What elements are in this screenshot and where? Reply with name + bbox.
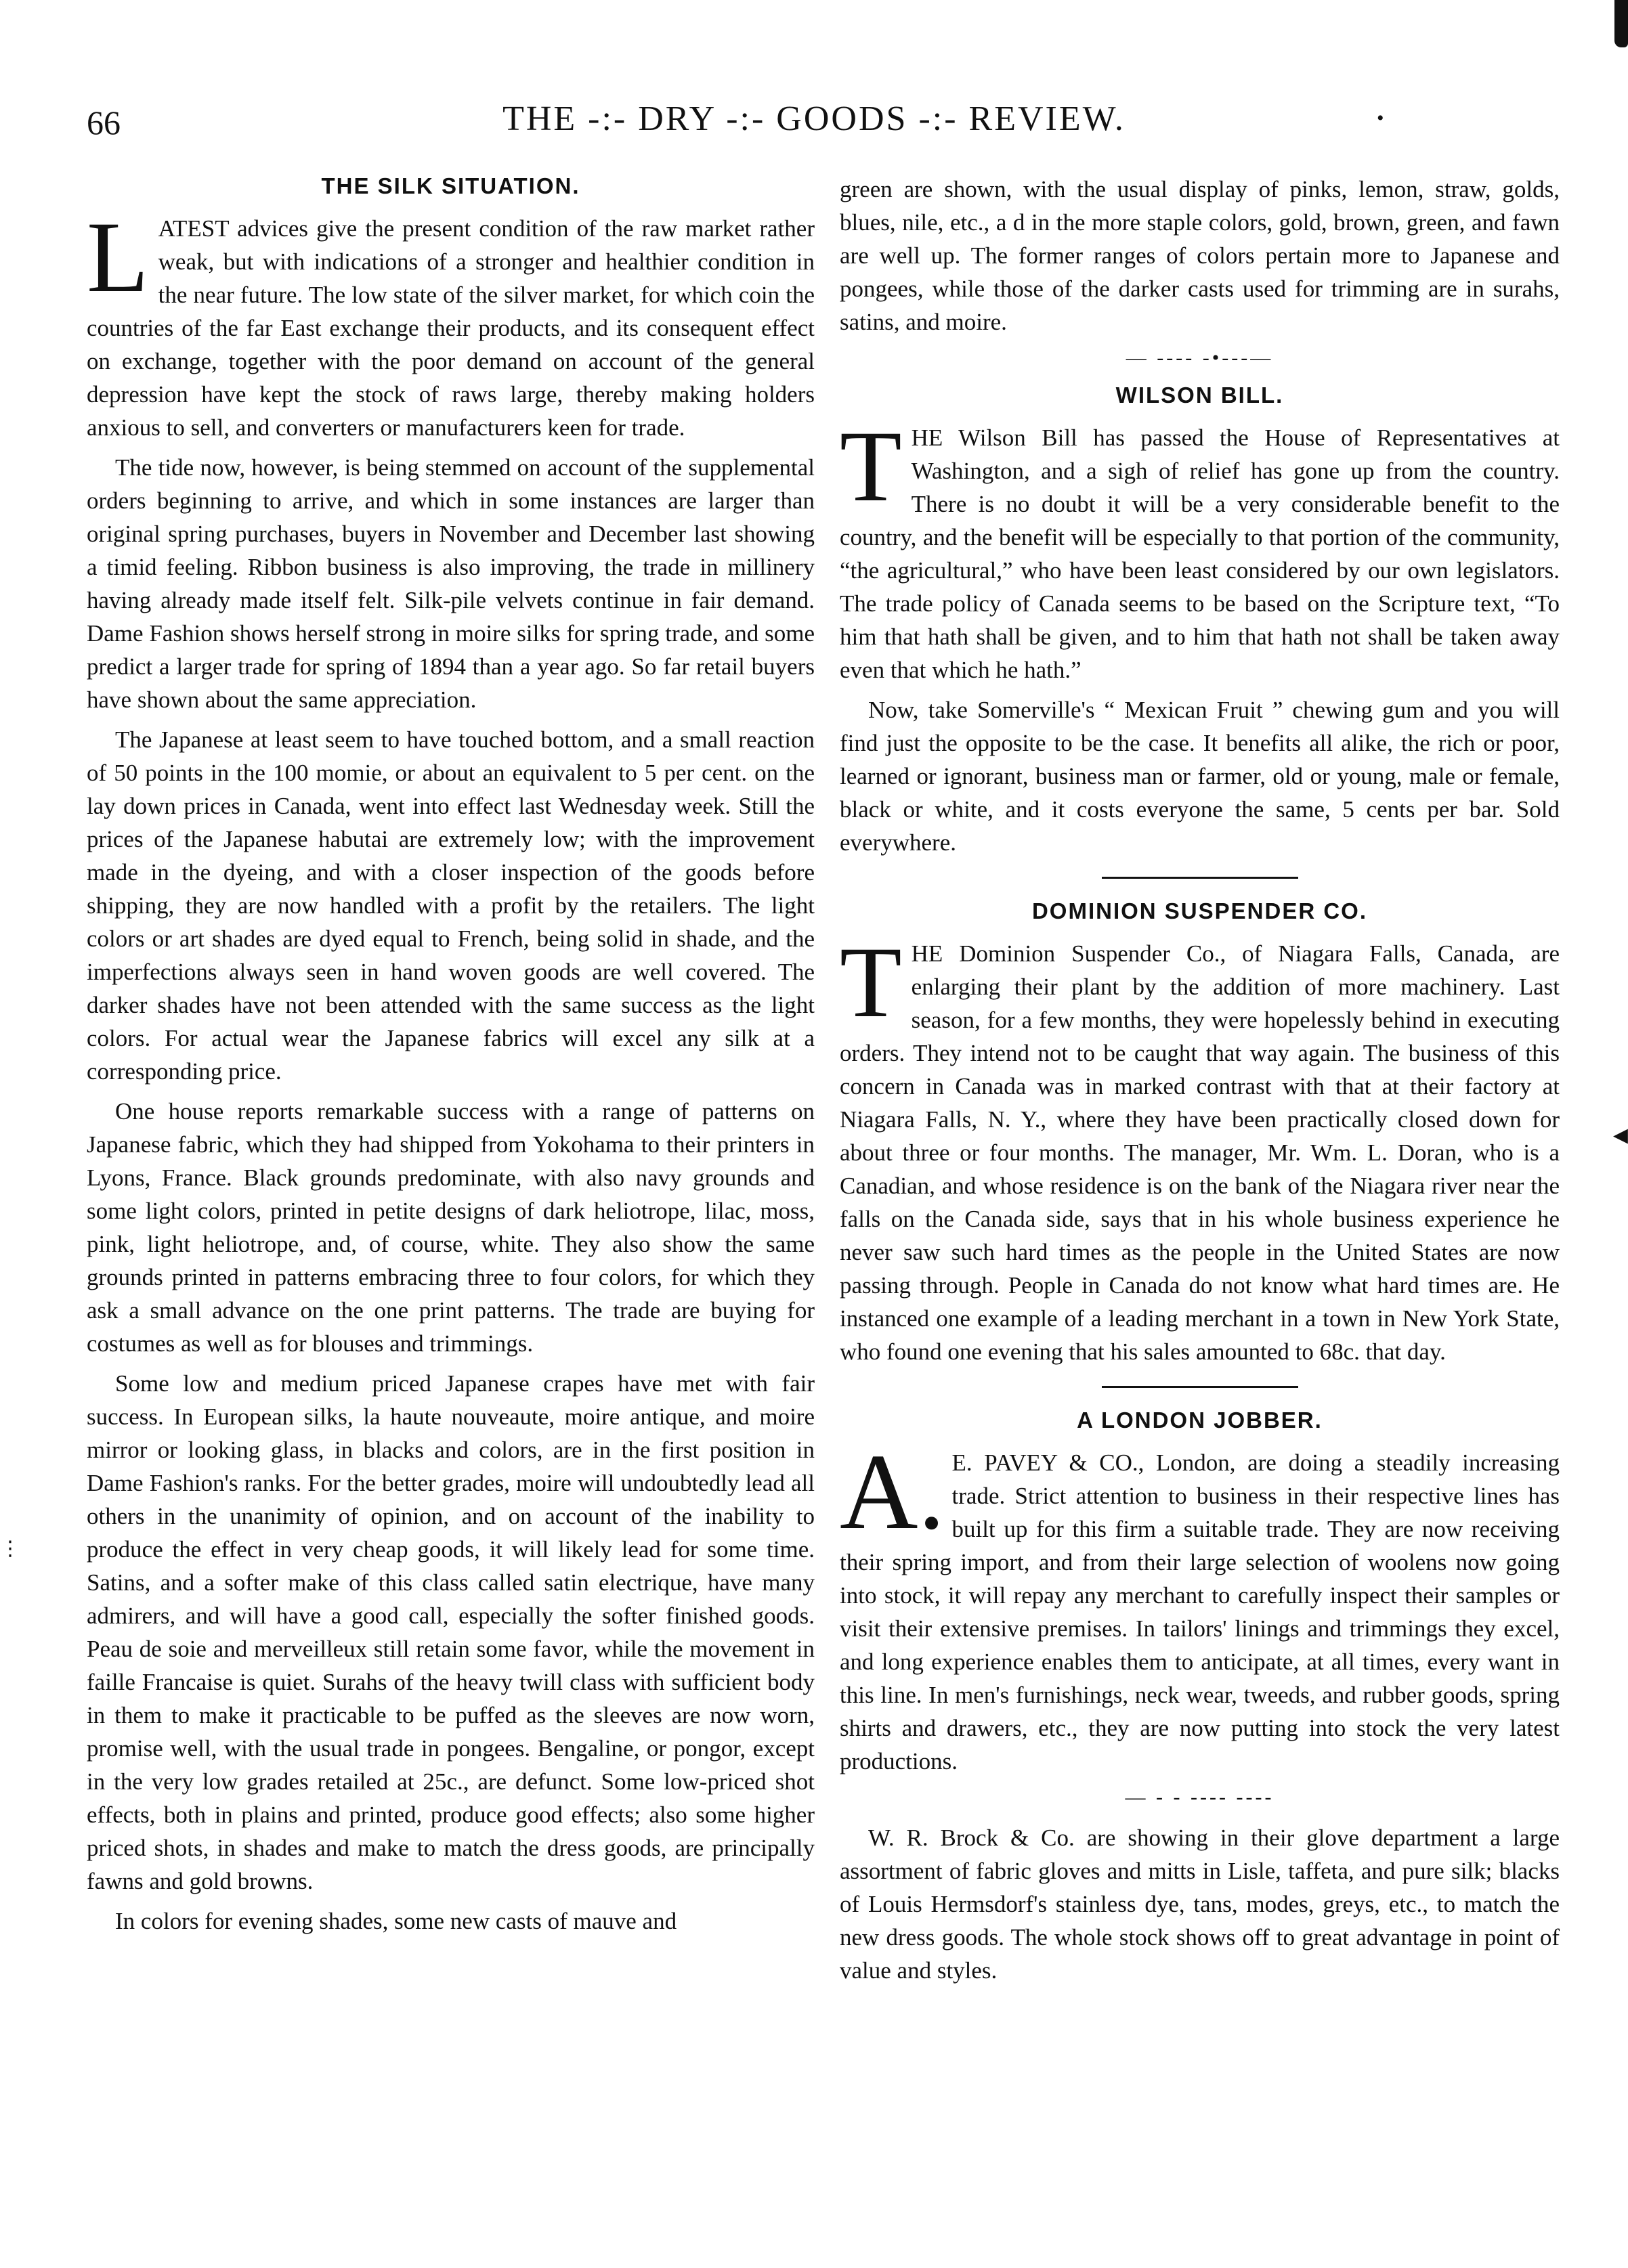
section-divider-rule <box>1102 877 1298 879</box>
section-divider-rule <box>1102 1386 1298 1388</box>
article-london-jobber <box>840 1407 1560 1778</box>
right-column <box>840 173 1560 1994</box>
drop-cap: T <box>840 410 902 523</box>
article-paragraph: One house reports remarkable success with a range of patterns on Japanese fabric, which they had shipped from Yokohama to their printers in Lyons, France. Black grounds predominate, with also navy grounds and some light colors, printed in petite designs of dark heliotrope, lilac, moss, pink, light heliotrope, and, of course, white. They also show the same grounds printed in patterns embracing three to four colors, for which they ask a small advance on the one print patterns. The trade are buying for costumes as well as for blouses and trimmings. <box>87 1098 815 1357</box>
article-paragraph: W. R. Brock & Co. are showing in their glove department a large assortment of fabric gloves and mitts in Lisle, taffeta, and pure silk; blacks of Louis Hermsdorf's stainless dye, tans, modes, greys, etc., to match the new dress goods. The whole stock shows off to great advantage in point of value and styles. <box>840 1825 1560 1984</box>
article-dominion-suspender <box>840 898 1560 1368</box>
article-heading: DOMINION SUSPENDER CO. <box>1031 898 1368 923</box>
article-paragraph: Some low and medium priced Japanese crapes have met with fair success. In European silks, la haute nouveaute, moire antique, and moire mirror or looking glass, in blacks and colors, are in the first position in Dame Fashion's ranks. For the better grades, moire will undoubtedly lead all others in the unanimity of opinion, and on account of the inability to produce the effect in very cheap goods, it will likely lead for some time. Satins, and a softer make of this class called satin electrique, have many admirers, and will have a good call, especially the softer finished goods. Peau de soie and merveilleux still retain some favor, while the movement in faille Francaise is quiet. Surahs of the heavy twill class with sufficient body in them to make it practicable to be puffed as the sleeves are now worn, promise well, with the usual trade in pongees. Bengaline, or pongor, except in the very low grades retailed at 25c., are defunct. Some low-priced shot effects, both in plains and printed, produce good effects; also some higher priced shots, in shades and make to match the dress goods, are principally fawns and gold browns. <box>87 1370 815 1894</box>
article-heading: THE SILK SITUATION. <box>321 173 580 198</box>
article-paragraph: The tide now, however, is being stemmed on account of the supplemental orders beginning to arrive, and which in some instances are larger than original spring purchases, buyers in November and December last showing a timid feeling. Ribbon business is also improving, the trade in millinery having already made itself felt. Silk-pile velvets continue in fair demand. Dame Fashion shows herself strong in moire silks for spring trade, and some predict a larger trade for spring of 1894 than a year ago. So far retail buyers have shown about the same appreciation. <box>87 454 815 713</box>
article-paragraph: THE Dominion Suspender Co., of Niagara Falls, Canada, are enlarging their plant by the addition of more machinery. Last season, for a few months, they were hopelessly behind in executing orders. They intend not to be caught that way again. The business of this concern in Canada was in marked contrast with that at their factory at Niagara Falls, N. Y., where they have been practically closed down for about three or four months. The manager, Mr. Wm. L. Doran, who is a Canadian, and whose residence is on the bank of the Niagara river near the falls on the Canada side, says that in his whole business experience he never saw such hard times as the people in the United States are now passing through. People in Canada do not know what hard times are. He instanced one example of a leading merchant in a town in New York State, who found one evening that his sales amounted to 68c. that day. <box>840 926 1560 1365</box>
drop-cap: A. <box>840 1431 945 1552</box>
article-heading: A LONDON JOBBER. <box>1077 1408 1323 1433</box>
article-continuation: green are shown, with the usual display of pinks, lemon, straw, golds, blues, nile, etc., a d in the more staple colors, gold, brown, green, and fawn are well up. The former ranges of colors pertain more to Japanese and pongees, while those of the darker casts used for trimming are in surahs, satins, and moire. <box>840 176 1560 335</box>
article-wilson-bill <box>840 382 1560 859</box>
drop-cap: T <box>840 926 902 1039</box>
article-silk-situation <box>87 173 815 1938</box>
article-paragraph: LATEST advices give the present condition of the raw market rather weak, but with indications of a stronger and healthier condition in the near future. The low state of the silver market, for which coin the countries of the far East exchange their products, and its consequent effect on exchange, together with the poor demand on account of the general depression have kept the stock of raws large, thereby making holders anxious to sell, and converters or manufacturers keen for trade. <box>87 201 815 441</box>
article-heading: WILSON BILL. <box>1115 383 1284 408</box>
section-separator: — ---- -•---— <box>1126 347 1274 369</box>
article-paragraph: A. E. PAVEY & CO., London, are doing a steadily increasing trade. Strict attention to business in their respective lines has built up for this firm a suitable trade. They are now receiving their spring import, and from their large selection of woolens now going into stock, it will repay any merchant to carefully inspect their samples or visit their extensive premises. In tailors' linings and trimmings they excel, and long experience enables them to anticipate, at all times, every want in this line. In men's furnishings, neck wear, tweeds, and rubber goods, spring shirts and drawers, etc., they are now putting into stock the very latest productions. <box>840 1431 1560 1774</box>
left-column <box>87 173 815 1944</box>
corner-ink-mark <box>1614 0 1628 47</box>
section-separator: — - - ---- ---- <box>1125 1786 1274 1808</box>
right-edge-arrow-mark: ◂ <box>1612 1117 1628 1152</box>
article-paragraph: THE Wilson Bill has passed the House of Representatives at Washington, and a sigh of relief has gone up from the country. There is no doubt it will be a very considerable benefit to the country, and the benefit will be especially to that portion of the community, “the agricultural,” who have been least considered by our own legislators. The trade policy of Canada seems to be based on the Scripture text, “To him that hath shall be given, and to him that hath not shall be taken away even that which he hath.” <box>840 410 1560 683</box>
masthead-title: THE -:- DRY -:- GOODS -:- REVIEW. <box>502 100 1126 138</box>
ornament-dot: • <box>1377 107 1384 129</box>
article-paragraph: In colors for evening shades, some new casts of mauve and <box>115 1908 677 1934</box>
article-paragraph: The Japanese at least seem to have touched bottom, and a small reaction of 50 points in the 100 momie, or about an equivalent to 5 per cent. on the lay down prices in Canada, went into effect last Wednesday week. Still the prices of the Japanese habutai are extremely low; with the improvement made in the dyeing, and with a closer inspection of the goods before shipping, they are now handled with a profit by the retailers. The light colors or art shades are dyed equal to French, being solid in shade, and the imperfections always seen in hand woven goods are well covered. The darker shades have not been attended with the same success as the light colors. For actual wear the Japanese fabrics will excel any silk at a corresponding price. <box>87 726 815 1085</box>
page-number: 66 <box>87 104 121 141</box>
drop-cap: L <box>87 201 149 313</box>
article-paragraph: Now, take Somerville's “ Mexican Fruit ” chewing gum and you will find just the opposite to be the case. It benefits all alike, the rich or poor, learned or ignorant, business man or farmer, old or young, male or female, black or white, and it costs everyone the same, 5 cents per bar. Sold everywhere. <box>840 697 1560 856</box>
left-edge-dot-mark: ⋮ <box>0 1537 20 1561</box>
